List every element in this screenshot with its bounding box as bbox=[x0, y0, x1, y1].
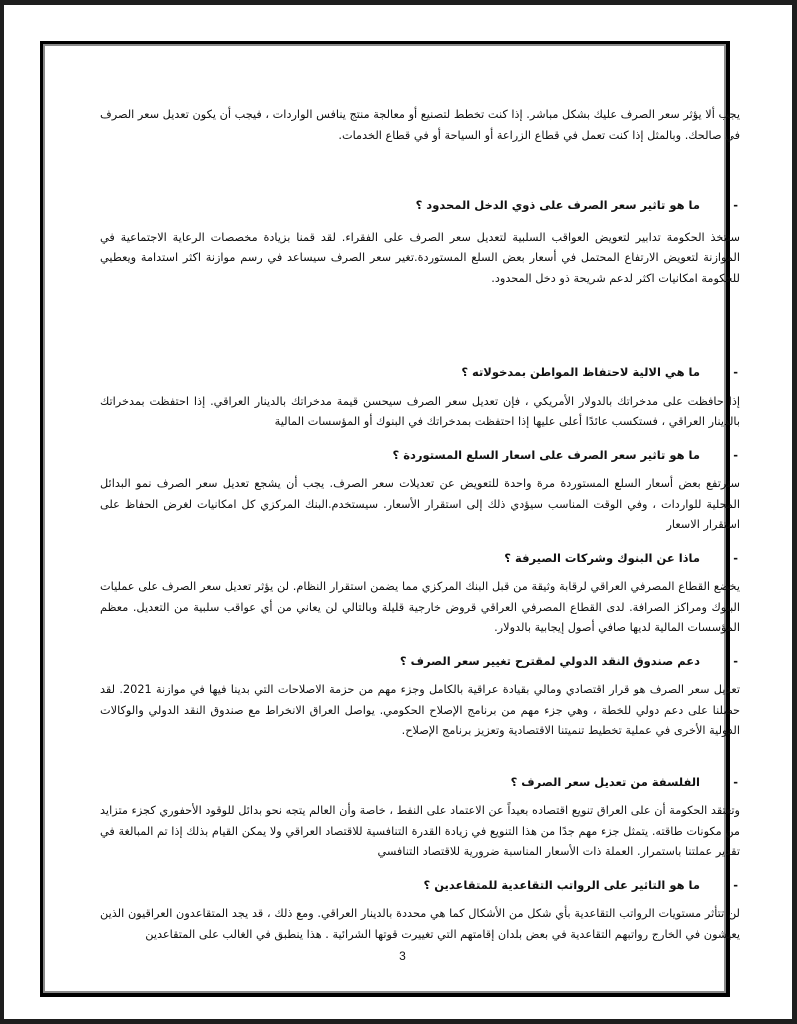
document-page bbox=[4, 5, 792, 1019]
heading-text: دعم صندوق النقد الدولي لمقترح تغيير سعر الصرف ؟ bbox=[399, 653, 700, 668]
bullet-dash: - bbox=[733, 653, 738, 668]
heading-text: الفلسفة من تعديل سعر الصرف ؟ bbox=[510, 774, 700, 789]
paragraph: يجب ألا يؤثر سعر الصرف عليك بشكل مباشر. إذا كنت تخطط لتصنيع أو معالجة منتج ينافس الواردات ، فيجب أن يكون تعديل سعر الصرف في صالحك. وبالمثل إذا كنت تعمل في قطاع الزراعة أو السياحة أو في قطاع الخدمات. bbox=[100, 108, 740, 142]
section-heading bbox=[100, 651, 740, 672]
bullet-dash: - bbox=[733, 365, 738, 379]
section-heading bbox=[100, 875, 740, 896]
paragraph: ستتخذ الحكومة تدابير لتعويض العواقب السلبية لتعديل سعر الصرف على الفقراء. لقد قمنا بزيادة مخصصات الرعاية الاجتماعية في الموازنة لتعويض الارتفاع المحتمل في أسعار بعض السلع المستوردة.تغير سعر الصرف سيساعد في رسم موازنة اكثر استدامة ويعطيي للحكومة امكانيات اكثر لدعم شريحة ذو دخل المحدود. bbox=[100, 230, 740, 285]
page-number: 3 bbox=[399, 949, 406, 963]
section-heading bbox=[100, 195, 740, 216]
section-heading bbox=[100, 362, 740, 383]
paragraph: تعديل سعر الصرف هو قرار اقتصادي ومالي بقيادة عراقية بالكامل وجزء مهم من حزمة الاصلاحات التي بدينا فيها في موازنة 2021. لقد حصلنا على دعم دولي للخطة ، وهي جزء مهم من برنامج الإصلاح الحكومي. يواصل العراق الانخراط مع صندوق النقد الدولي والوكالات الدولية الأخرى في عملية تخطيط تنميتنا الاقتصادية وتعزيز برنامج الإصلاح. bbox=[100, 683, 740, 737]
bullet-dash: - bbox=[733, 198, 738, 212]
bullet-dash: - bbox=[733, 774, 738, 789]
section-heading bbox=[100, 548, 740, 569]
paragraph: سترتفع بعض أسعار السلع المستوردة مرة واحدة للتعويض عن تعديلات سعر الصرف. يجب أن يشجع تعديل سعر الصرف نمو البدائل المحلية للواردات ، وفي الوقت المناسب سيؤدي ذلك إلى استقرار الأسعار. سيستخدم.البنك المركزي كل امكانيات لغرض الحفاظ على استقرار الاسعار bbox=[100, 477, 740, 531]
bullet-dash: - bbox=[733, 550, 738, 565]
section-heading bbox=[100, 772, 740, 793]
paragraph: وتعتقد الحكومة أن على العراق تنويع اقتصاده بعيداً عن الاعتماد على النفط ، خاصة وأن العالم يتجه نحو بدائل للوقود الأحفوري كجزء متزايد من مكونات طاقته. يتمثل جزء مهم جدًا من هذا التنويع في زيادة القدرة التنافسية للاقتصاد العراقي ولا يمكن القيام بذلك إذا تم المبالغة في تقدير عملتنا باستمرار. العملة ذات الأسعار المناسبة ضرورية للاقتصاد التنافسي bbox=[100, 804, 740, 858]
heading-text: ما هو التاثير على الرواتب التقاعدية للمتقاعدين ؟ bbox=[423, 877, 700, 892]
bullet-dash: - bbox=[733, 447, 738, 462]
section-heading bbox=[100, 445, 740, 466]
paragraph: يخضع القطاع المصرفي العراقي لرقابة وثيقة من قبل البنك المركزي مما يضمن استقرار النظام. لن يؤثر تعديل سعر الصرف على عمليات البنوك ومراكز الصرافة. لدى القطاع المصرفي العراقي قروض خارجية قليلة وبالتالي لن يعاني من أي عواقب سلبية من التعديل. معظم المؤسسات المالية لديها صافي أصول إيجابية بالدولار. bbox=[100, 580, 740, 634]
heading-text: ما هي الالية لاحتفاظ المواطن بمدخولاته ؟ bbox=[461, 365, 700, 379]
heading-text: ماذا عن البنوك وشركات الصيرفة ؟ bbox=[504, 550, 700, 565]
heading-text: ما هو تاثير سعر الصرف على ذوي الدخل المحدود ؟ bbox=[415, 198, 700, 212]
document-body bbox=[100, 99, 740, 945]
paragraph: لن تتأثر مستويات الرواتب التقاعدية بأي شكل من الأشكال كما هي محددة بالدينار العراقي. ومع ذلك ، قد يجد المتقاعدون العراقيون الذين يعيشون في الخارج رواتبهم التقاعدية في بعض بلدان إقامتهم التي تغييرت قوتها الشرائية . هذا ينطبق في الغالب على المتقاعدين bbox=[100, 907, 740, 941]
bullet-dash: - bbox=[733, 877, 738, 892]
heading-text: ما هو تاثير سعر الصرف على اسعار السلع المستوردة ؟ bbox=[392, 447, 700, 462]
paragraph: إذا حافظت على مدخراتك بالدولار الأمريكي ، فإن تعديل سعر الصرف سيحسن قيمة مدخراتك بالدينار العراقي. إذا احتفظت بمدخراتك بالدينار العراقي ، فستكسب عائدًا أعلى عليها إذا احتفظت بمدخراتك في البنوك أو المؤسسات المالية bbox=[100, 394, 740, 428]
